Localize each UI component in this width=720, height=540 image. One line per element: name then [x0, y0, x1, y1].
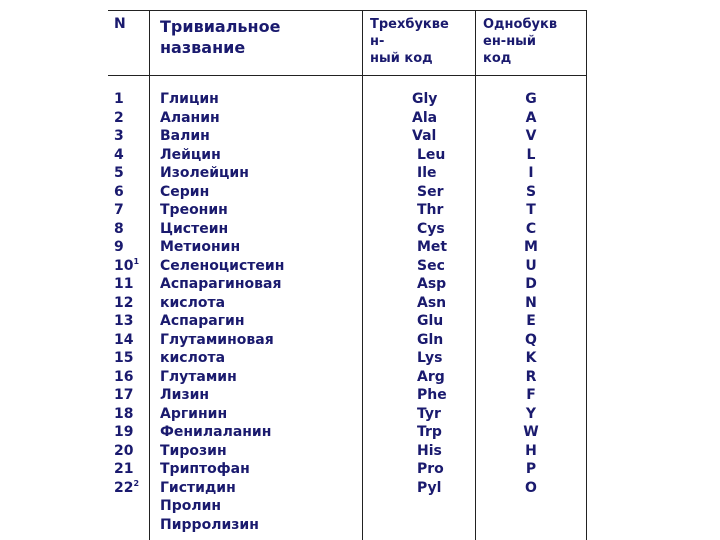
row-number: $10^1$: [114, 256, 140, 274]
row-number: 17: [114, 387, 134, 403]
three-letter-code: Ala: [412, 109, 438, 126]
amino-acid-table: [108, 10, 587, 540]
row-number: 19: [114, 424, 134, 440]
three-letter-code: Phe: [417, 387, 447, 403]
row-number: 2: [114, 109, 124, 126]
amino-acid-name: Гистидин: [160, 479, 236, 496]
amino-acid-name: Пирролизин: [160, 516, 259, 533]
footnote-marker: 1: [133, 256, 140, 266]
amino-acid-name: Аргинин: [160, 405, 228, 422]
amino-acid-name: Лизин: [160, 387, 210, 403]
row-number: 13: [114, 313, 134, 329]
row-number: 15: [114, 350, 134, 366]
three-letter-code: Asn: [417, 294, 447, 311]
three-letter-code: Gln: [417, 331, 444, 348]
three-letter-code: Sec: [417, 257, 445, 274]
row-number: 3: [114, 128, 124, 144]
header-three-letter-code: Трехбукве н- ный код: [370, 17, 449, 66]
amino-acid-name: Метионин: [160, 239, 241, 255]
one-letter-code: Y: [525, 405, 537, 422]
row-number: 9: [114, 239, 124, 255]
row-number: 21: [114, 461, 134, 477]
three-letter-code: Arg: [417, 368, 445, 385]
one-letter-code: P: [525, 461, 537, 477]
one-letter-code: V: [525, 128, 537, 144]
row-number: 12: [114, 294, 134, 311]
amino-acid-name: Лейцин: [160, 146, 221, 163]
table-top-border: [108, 10, 587, 11]
amino-acid-name: Тирозин: [160, 442, 227, 459]
one-letter-code: L: [526, 146, 536, 163]
three-letter-code: Gly: [412, 91, 438, 107]
header-trivial-name: Тривиальное название: [160, 17, 281, 57]
row-number: 20: [114, 442, 134, 459]
three-letter-code: Pro: [417, 461, 444, 477]
row-number: 1: [114, 91, 124, 107]
one-letter-column: [476, 90, 586, 497]
three-letter-code: Val: [412, 128, 437, 144]
one-letter-code: Q: [525, 331, 537, 348]
one-letter-code: T: [526, 202, 536, 218]
row-number: 5: [114, 165, 124, 181]
amino-acid-name: Валин: [160, 128, 210, 144]
three-letter-code: Thr: [417, 202, 444, 218]
amino-acid-name: Серин: [160, 183, 210, 200]
one-letter-code: M: [524, 239, 538, 255]
row-number: 18: [114, 405, 134, 422]
one-letter-code: U: [525, 257, 537, 274]
three-letter-code: Lys: [417, 350, 443, 366]
three-letter-code: Glu: [417, 313, 444, 329]
three-letter-code: Leu: [417, 146, 446, 163]
header-number: N: [114, 16, 126, 32]
row-number: $22^2$: [114, 478, 140, 496]
three-letter-column: [412, 90, 472, 497]
amino-acid-name: Фенилаланин: [160, 424, 272, 440]
amino-acid-name: кислота: [160, 294, 226, 311]
amino-acid-name: Триптофан: [160, 461, 250, 477]
row-number: 6: [114, 183, 124, 200]
row-number: 14: [114, 331, 134, 348]
footnote-marker: 2: [133, 478, 140, 488]
table-right-border: [586, 10, 587, 540]
row-number: 16: [114, 368, 134, 385]
amino-acid-name: кислота: [160, 350, 226, 366]
three-letter-code: Met: [417, 239, 448, 255]
one-letter-code: S: [525, 183, 537, 200]
three-letter-code: Tyr: [417, 405, 441, 422]
one-letter-code: C: [525, 220, 537, 237]
one-letter-code: D: [525, 276, 537, 292]
three-letter-code: Ile: [417, 165, 437, 181]
header-one-letter-code: Однобукв ен-ный код: [483, 17, 558, 66]
row-number: 11: [114, 276, 134, 292]
names-column: [160, 90, 360, 534]
numbers-column: [114, 90, 148, 497]
one-letter-code: O: [525, 479, 537, 496]
one-letter-code: K: [525, 350, 537, 366]
amino-acid-name: Изолейцин: [160, 165, 249, 181]
amino-acid-name: Пролин: [160, 498, 222, 514]
one-letter-code: A: [525, 109, 537, 126]
column-divider-1: [149, 10, 150, 540]
one-letter-code: E: [526, 313, 536, 329]
one-letter-code: R: [525, 368, 537, 385]
one-letter-code: I: [528, 165, 534, 181]
one-letter-code: N: [525, 294, 537, 311]
one-letter-code: H: [525, 442, 537, 459]
three-letter-code: Cys: [417, 220, 445, 237]
row-number: 8: [114, 220, 124, 237]
amino-acid-name: Глутамин: [160, 368, 237, 385]
three-letter-code: Asp: [417, 276, 447, 292]
one-letter-code: G: [525, 91, 537, 107]
amino-acid-name: Цистеин: [160, 220, 229, 237]
row-number: 4: [114, 146, 124, 163]
amino-acid-name: Аланин: [160, 109, 220, 126]
one-letter-code: F: [526, 387, 536, 403]
amino-acid-name: Аспарагиновая: [160, 276, 282, 292]
three-letter-code: Pyl: [417, 479, 442, 496]
one-letter-code: W: [523, 424, 539, 440]
three-letter-code: His: [417, 442, 442, 459]
column-divider-2: [362, 10, 363, 540]
three-letter-code: Trp: [417, 424, 442, 440]
three-letter-code: Ser: [417, 183, 444, 200]
amino-acid-name: Аспарагин: [160, 313, 245, 329]
amino-acid-name: Глутаминовая: [160, 331, 274, 348]
amino-acid-name: Треонин: [160, 202, 228, 218]
row-number: 7: [114, 202, 124, 218]
header-divider: [108, 75, 587, 76]
amino-acid-name: Селеноцистеин: [160, 257, 285, 274]
amino-acid-name: Глицин: [160, 91, 219, 107]
